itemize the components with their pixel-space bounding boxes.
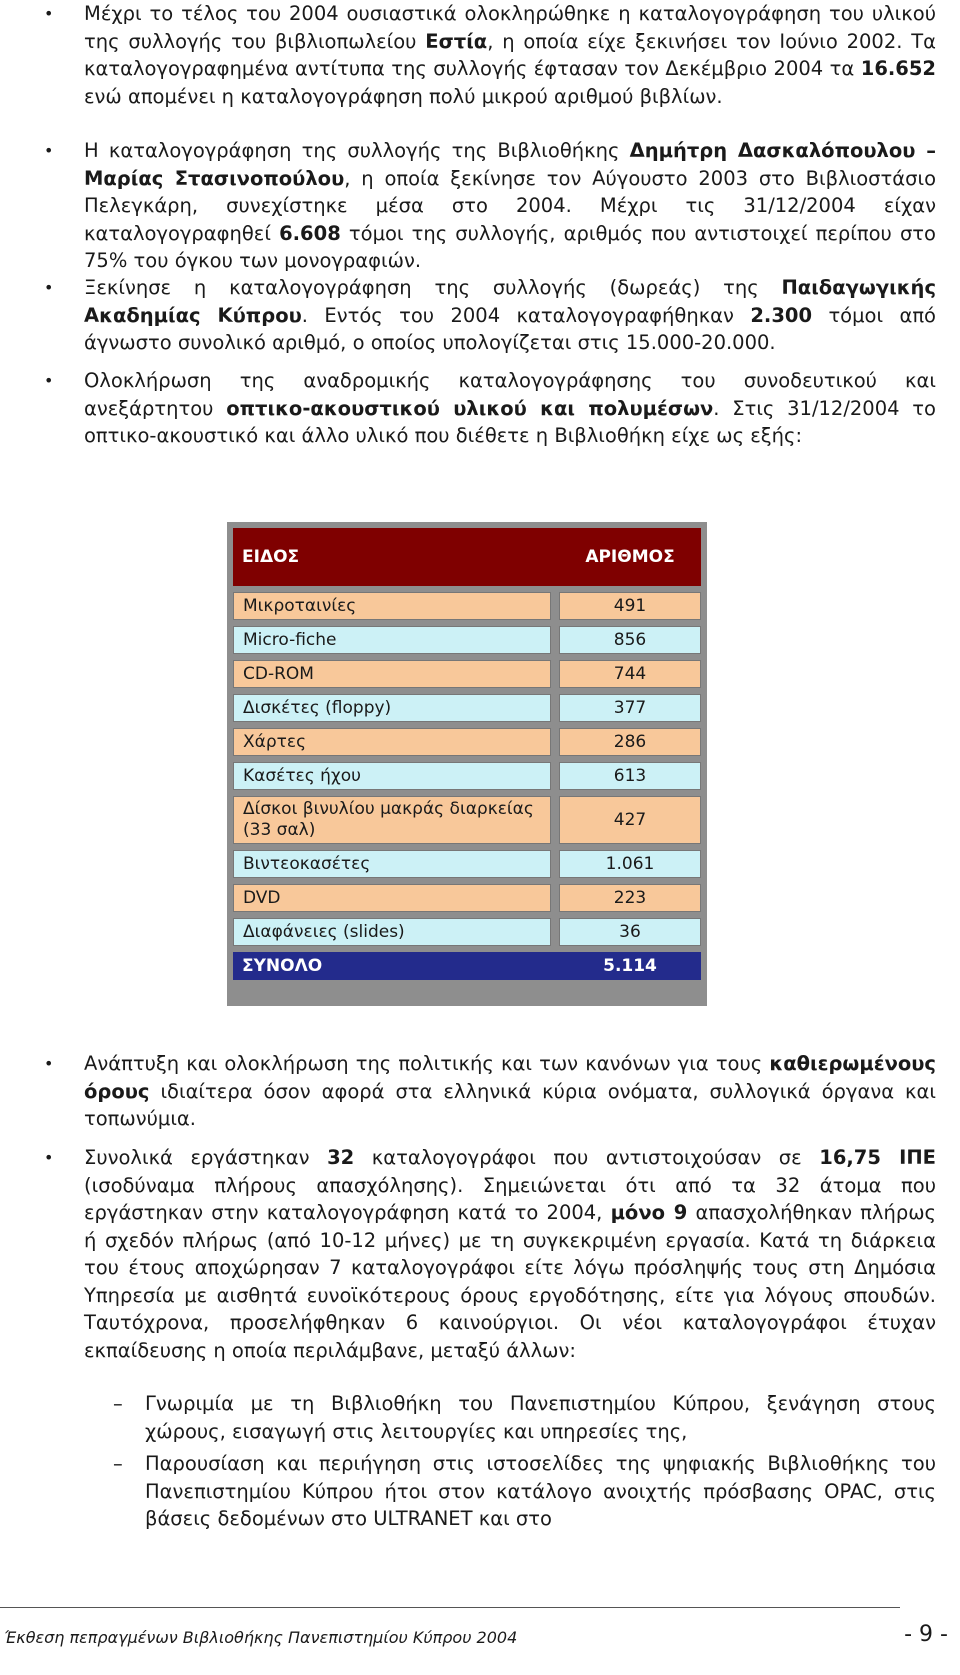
bullet-catalogers: • Συνολικά εργάστηκαν 32 καταλογογράφοι που αντιστοιχούσαν σε 16,75 ΙΠΕ (ισοδύναμα πλήρους απασχόλησης). Σημειώνεται ότι από τα 32 άτομα που εργάστηκαν στην καταλογογράφηση κατά το 2004, μόνο 9 απασχολήθηκαν πλήρως ή σχεδόν πλήρως (από 10-12 μήνες) με τη συγκεκριμένη εργασία. Κατά τη διάρκεια του έτους αποχώρησαν 7 καταλογογράφοι είτε λόγω πρόσληψής τους στη Δημόσια Υπηρεσία με αισθητά ευνοϊκότερους όρους εργοδότησης, είτε για λόγους σπουδών. Ταυτόχρονα, προσελήφθηκαν 6 καινούργιοι. Οι νέοι καταλογογράφοι έτυχαν εκπαίδευσης η οποία περιλάμβανε, μεταξύ άλλων: bbox=[84, 1144, 936, 1364]
table-row: Δισκέτες (floppy) 377 bbox=[233, 694, 701, 722]
table-row: DVD 223 bbox=[233, 884, 701, 912]
table-row: Χάρτες 286 bbox=[233, 728, 701, 756]
bullet-daskalopoulou: • Η καταλογογράφηση της συλλογής της Βιβλιοθήκης Δημήτρη Δασκαλόπουλου – Μαρίας Στασινοπούλου, η οποία ξεκίνησε τον Αύγουστο 2003 στο Βιβλιοστάσιο Πελεγκάρη, συνεχίστηκε μέσα στο 2004. Μέχρι τις 31/12/2004 είχαν καταλογογραφηθεί 6.608 τόμοι της συλλογής, αριθμός που αντιστοιχεί περίπου στο 75% του όγκου των μονογραφιών. bbox=[84, 137, 936, 275]
header-type: ΕΙΔΟΣ bbox=[233, 528, 551, 586]
footer-title: Έκθεση πεπραγμένων Βιβλιοθήκης Πανεπιστημίου Κύπρου 2004 bbox=[4, 1628, 518, 1647]
header-count: ΑΡΙΘΜΟΣ bbox=[559, 528, 701, 586]
table-row: Διαφάνειες (slides) 36 bbox=[233, 918, 701, 946]
table-row: Μικροταινίες 491 bbox=[233, 592, 701, 620]
footer-divider bbox=[0, 1607, 900, 1608]
table-total-row bbox=[233, 952, 701, 980]
table-row: Micro-fiche 856 bbox=[233, 626, 701, 654]
total-label: ΣΥΝΟΛΟ bbox=[233, 952, 551, 980]
table-row: Βιντεοκασέτες 1.061 bbox=[233, 850, 701, 878]
subitem-opac: – Παρουσίαση και περιήγηση στις ιστοσελίδες της ψηφιακής Βιβλιοθήκης του Πανεπιστημίου Κύπρου ήτοι στον κατάλογο ανοιχτής πρόσβασης OPAC, στις βάσεις δεδομένων στο ULTRANET και στο bbox=[145, 1450, 936, 1533]
table-row: CD-ROM 744 bbox=[233, 660, 701, 688]
bullet-audiovisual: • Ολοκλήρωση της αναδρομικής καταλογογράφησης του συνοδευτικού και ανεξάρτητου οπτικο-ακουστικού υλικού και πολυμέσων. Στις 31/12/2004 το οπτικο-ακουστικό και άλλο υλικό που διέθετε η Βιβλιοθήκη είχε ως εξής: bbox=[84, 367, 936, 450]
materials-table bbox=[227, 522, 707, 1006]
bullet-authority-terms: • Ανάπτυξη και ολοκλήρωση της πολιτικής και των κανόνων για τους καθιερωμένους όρους ιδιαίτερα όσον αφορά στα ελληνικά κύρια ονόματα, συλλογικά όργανα και τοπωνύμια. bbox=[84, 1050, 936, 1133]
table-row: Κασέτες ήχου 613 bbox=[233, 762, 701, 790]
subitem-orientation: – Γνωριμία με τη Βιβλιοθήκη του Πανεπιστημίου Κύπρου, ξενάγηση στους χώρους, εισαγωγή στις λειτουργίες και υπηρεσίες της, bbox=[145, 1390, 936, 1445]
page-number: - 9 - bbox=[904, 1622, 948, 1647]
bullet-estia: • Μέχρι το τέλος του 2004 ουσιαστικά ολοκληρώθηκε η καταλογογράφηση του υλικού της συλλογής του βιβλιοπωλείου Εστία, η οποία είχε ξεκινήσει τον Ιούνιο 2002. Τα καταλογογραφημένα αντίτυπα της συλλογής έφτασαν τον Δεκέμβριο 2004 τα 16.652 ενώ απομένει η καταλογογράφηση πολύ μικρού αριθμού βιβλίων. bbox=[84, 0, 936, 110]
bullet-paidagogiki: • Ξεκίνησε η καταλογογράφηση της συλλογής (δωρεάς) της Παιδαγωγικής Ακαδημίας Κύπρου. Εντός του 2004 καταλογογραφήθηκαν 2.300 τόμοι από άγνωστο συνολικό αριθμό, ο οποίος υπολογίζεται στις 15.000-20.000. bbox=[84, 274, 936, 357]
table-row: Δίσκοι βινυλίου μακράς διαρκείας (33 σαλ) 427 bbox=[233, 796, 701, 844]
total-value: 5.114 bbox=[559, 952, 701, 980]
table-header-row bbox=[233, 528, 701, 586]
